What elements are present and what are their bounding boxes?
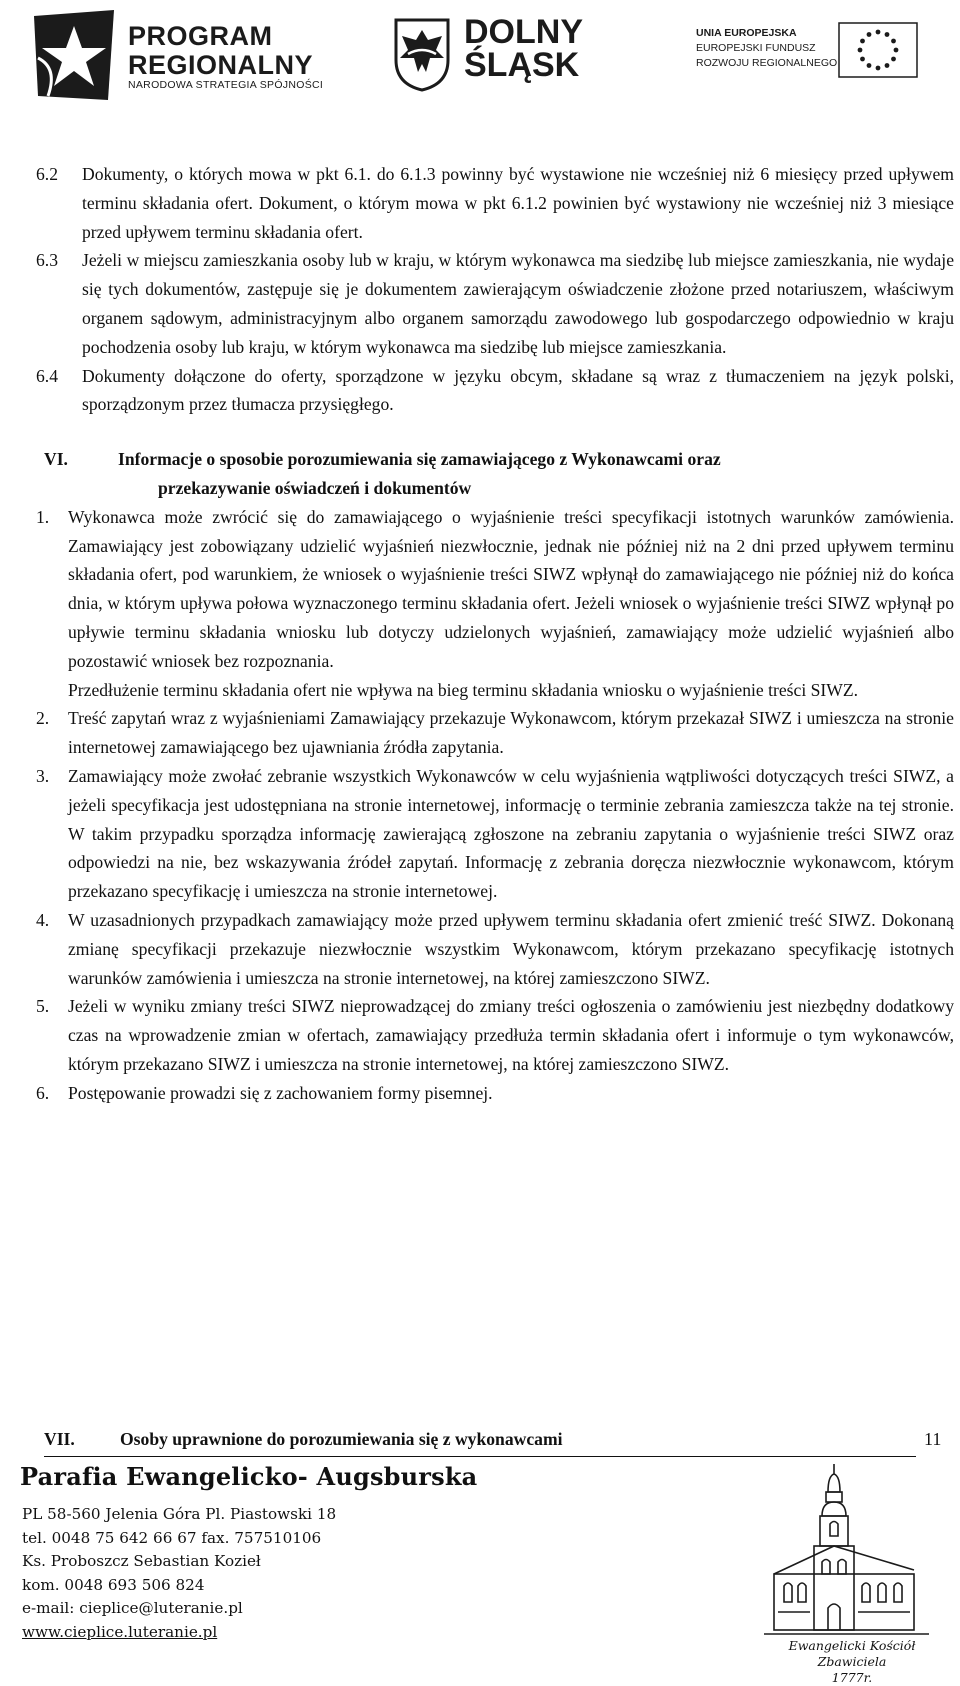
item-extra-text: Przedłużenie terminu składania ofert nie wpływa na bieg terminu składania wniosku o wyjaśnienie treści SIWZ.	[68, 679, 859, 700]
item-number: 6.2	[36, 164, 58, 184]
paragraph-6-3	[36, 246, 954, 361]
list-item-6	[36, 1079, 954, 1108]
list-item-5	[36, 992, 954, 1078]
list-item-3	[36, 762, 954, 906]
list-item-1	[36, 503, 954, 705]
header-logo-bar	[0, 0, 960, 110]
parish-pastor: Ks. Proboszcz Sebastian Kozieł	[22, 1552, 261, 1571]
item-number: 6.	[36, 1082, 50, 1103]
item-number: 4.	[36, 909, 50, 930]
paragraph-6-2	[36, 160, 954, 246]
list-item-2	[36, 704, 954, 762]
item-text: Postępowanie prowadzi się z zachowaniem formy pisemnej.	[68, 1082, 493, 1103]
paragraph-6-4	[36, 362, 954, 420]
list-item-4	[36, 906, 954, 992]
item-number: 2.	[36, 708, 50, 729]
page-number: 11	[924, 1429, 942, 1449]
item-text: Jeżeli w miejscu zamieszkania osoby lub w kraju, w którym wykonawca ma siedzibę lub miejsce zamieszkania, nie wydaje się tych dokumentów, zastępuje się je dokumentem zawierającym oświadczenie złożone przed notariuszem, właściwym organem sądowym, administracyjnym albo organem samorządu zawodowego lub gospodarczego odpowiednio w kraju pochodzenia osoby lub kraju, w którym wykonawca ma siedzibę lub miejsce zamieszkania.	[82, 250, 954, 357]
church-illustration	[754, 1462, 944, 1685]
section-vi-heading	[36, 445, 954, 503]
parish-website-link[interactable]: www.cieplice.luteranie.pl	[22, 1622, 218, 1641]
item-number: 6.3	[36, 250, 58, 271]
item-number: 1.	[36, 506, 50, 527]
logo3-text: UNIA EUROPEJSKA EUROPEJSKI FUNDUSZ ROZWOJU REGIONALNEGO	[696, 27, 838, 69]
section-title-line2: przekazywanie oświadczeń i dokumentów	[158, 477, 472, 498]
item-text: Dokumenty dołączone do oferty, sporządzone w języku obcym, składane są wraz z tłumaczeniem na język polski, sporządzonym przez tłumacza przysięgłego.	[82, 365, 954, 415]
parish-email: e-mail: cieplice@luteranie.pl	[22, 1599, 243, 1618]
item-number: 6.4	[36, 365, 58, 386]
church-drawing-icon	[754, 1462, 944, 1638]
section-title-line1: Informacje o sposobie porozumiewania się zamawiającego z Wykonawcami oraz	[118, 449, 721, 470]
item-text: W uzasadnionych przypadkach zamawiający może przed upływem terminu składania ofert zmienić treść SIWZ. Dokonaną zmianę specyfikacji przekazuje niezwłocznie wszystkim Wykonawcom, którym przekazano specyfikację istotnych warunków zamówienia i umieszcza na stronie internetowej, na której zamieszczono SIWZ.	[68, 909, 954, 988]
logo2-title: DOLNY ŚLĄSK	[464, 13, 583, 84]
church-caption: Ewangelicki Kościół Zbawiciela 1777r.	[788, 1638, 916, 1685]
unia-europejska-logo	[696, 22, 916, 90]
document-body	[36, 160, 954, 1108]
section-number: VII.	[44, 1429, 75, 1449]
parish-name: Parafia Ewangelicko- Augsburska	[20, 1462, 478, 1491]
program-regionalny-logo	[28, 8, 328, 104]
dolny-slask-logo	[392, 14, 602, 94]
section-number: VI.	[44, 449, 68, 470]
program-regionalny-emblem-icon	[28, 8, 120, 104]
logo1-title: PROGRAM REGIONALNY	[128, 21, 314, 80]
item-text: Jeżeli w wyniku zmiany treści SIWZ nieprowadzącej do zmiany treści ogłoszenia o zamówieniu jest niezbędny dodatkowy czas na wprowadzenie zmian w ofertach, zamawiający przedłuża termin składania ofert i informuje o tym wykonawców, którym przekazano SIWZ i umieszcza na stronie internetowej, na której zamieszczono SIWZ.	[68, 996, 954, 1074]
item-text: Treść zapytań wraz z wyjaśnieniami Zamawiający przekazuje Wykonawcom, którym przekazał SIWZ i umieszcza na stronie internetowej zamawiającego bez ujawniania źródła zapytania.	[68, 708, 954, 758]
item-text: Wykonawca może zwrócić się do zamawiającego o wyjaśnienie treści specyfikacji istotnych warunków zamówienia. Zamawiający jest zobowiązany udzielić wyjaśnień niezwłocznie, jednak nie później niż na 2 dni przed upływem terminu składania ofert, pod warunkiem, że wniosek o wyjaśnienie treści SIWZ wpłynął do zamawiającego nie później niż do końca dnia, w którym upływa połowa wyznaczonego terminu składania ofert. Jeżeli wniosek o wyjaśnienie treści SIWZ wpłynął po upływie terminu składania wniosku lub dotyczy udzielonych wyjaśnień, zamawiający może udzielić wyjaśnień albo pozostawić wniosek bez rozpoznania.	[68, 506, 954, 671]
parish-mobile: kom. 0048 693 506 824	[22, 1575, 205, 1594]
eu-flag-icon	[838, 22, 918, 78]
parish-contact	[22, 1503, 336, 1645]
next-section-heading	[44, 1428, 916, 1457]
logo1-subtitle: NARODOWA STRATEGIA SPÓJNOŚCI	[128, 79, 324, 91]
parish-address: PL 58-560 Jelenia Góra Pl. Piastowski 18	[22, 1505, 337, 1523]
eagle-crest-icon	[392, 14, 452, 92]
item-text: Dokumenty, o których mowa w pkt 6.1. do 6.1.3 powinny być wystawione nie wcześniej niż 6 miesięcy przed upływem terminu składania ofert. Dokument, o którym mowa w pkt 6.1.2 powinien być wystawiony nie wcześniej niż 3 miesiące przed upływem terminu składania ofert.	[82, 164, 954, 242]
section-title: Osoby uprawnione do porozumiewania się z wykonawcami	[120, 1429, 563, 1449]
item-number: 3.	[36, 765, 50, 786]
item-number: 5.	[36, 996, 50, 1017]
item-text: Zamawiający może zwołać zebranie wszystkich Wykonawców w celu wyjaśnienia wątpliwości dotyczących treści SIWZ, a jeżeli specyfikacja jest udostępniana na stronie internetowej, informację o terminie zebrania zamieszcza także na tej stronie. W takim przypadku sporządza informację zawierającą zgłoszone na zebraniu zapytania o wyjaśnienie treści SIWZ oraz odpowiedzi na nie, bez wskazywania źródeł zapytań. Informację z zebrania doręcza niezwłocznie wykonawcom, którym przekazano specyfikację i umieszcza na stronie internetowej.	[68, 765, 954, 902]
parish-phone: tel. 0048 75 642 66 67 fax. 757510106	[22, 1528, 322, 1547]
